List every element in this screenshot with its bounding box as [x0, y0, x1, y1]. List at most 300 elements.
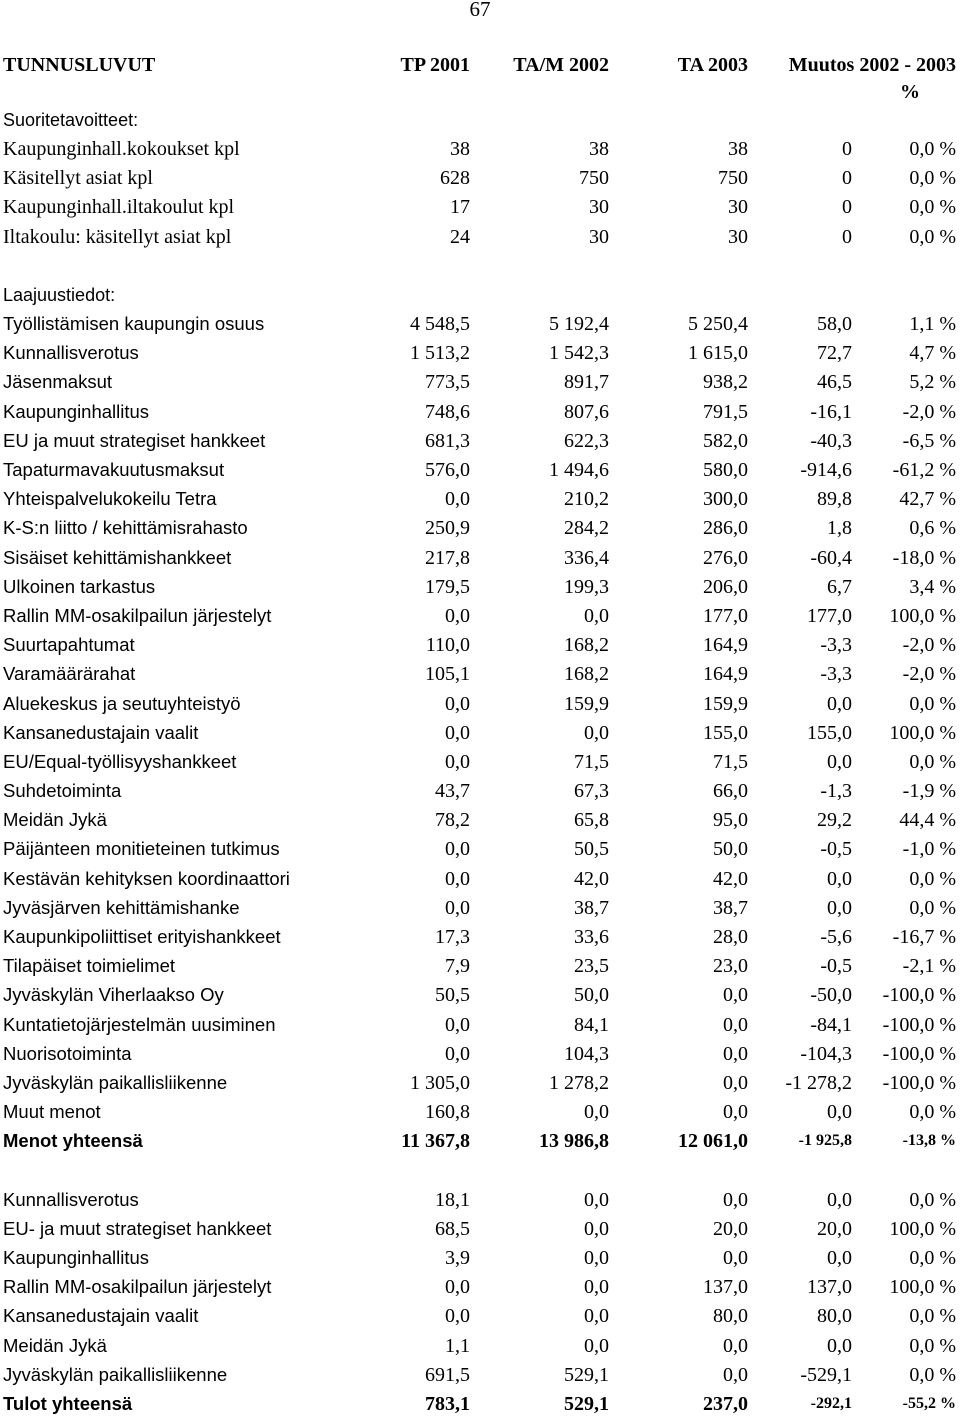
value-tam2002: 0,0: [584, 1188, 609, 1211]
value-ta2003: 206,0: [703, 575, 748, 598]
value-ta2003: 23,0: [713, 955, 748, 978]
row-label: Meidän Jykä: [3, 1334, 107, 1356]
value-ta2003: 750: [718, 167, 748, 190]
total-row-menot: [3, 1127, 956, 1156]
value-tam2002: 104,3: [564, 1042, 609, 1065]
value-tp2001: 0,0: [445, 1042, 470, 1065]
table-row: [3, 1244, 956, 1273]
value-ta2003: 80,0: [713, 1305, 748, 1328]
value-tam2002: 284,2: [564, 517, 609, 540]
value-change-pct: -61,2 %: [892, 459, 956, 482]
value-ta2003: 1 615,0: [688, 342, 748, 365]
value-tam2002: 210,2: [564, 488, 609, 511]
value-change-abs: -914,6: [800, 459, 852, 482]
table-row: [3, 981, 956, 1010]
row-label: Kunnallisverotus: [3, 342, 139, 364]
value-ta2003: 0,0: [723, 1013, 748, 1036]
value-tp2001: 628: [440, 167, 470, 190]
value-change-pct: -13,8 %: [902, 1132, 956, 1150]
value-tp2001: 0,0: [445, 896, 470, 919]
table-row: [3, 922, 956, 951]
value-ta2003: 0,0: [723, 1247, 748, 1270]
value-tp2001: 0,0: [445, 838, 470, 861]
row-label: K-S:n liitto / kehittämisrahasto: [3, 517, 248, 539]
value-change-abs: 89,8: [817, 488, 852, 511]
value-change-pct: 100,0 %: [889, 1276, 956, 1299]
col-header-tam2002: TA/M 2002: [513, 53, 609, 76]
table-row: [3, 1039, 956, 1068]
value-ta2003: 159,9: [703, 692, 748, 715]
table-row: [3, 485, 956, 514]
value-change-abs: -104,3: [800, 1042, 852, 1065]
value-ta2003: 0,0: [723, 1101, 748, 1124]
value-tam2002: 13 986,8: [539, 1130, 609, 1153]
value-tp2001: 250,9: [425, 517, 470, 540]
value-tam2002: 1 542,3: [549, 342, 609, 365]
value-change-pct: 0,0 %: [909, 867, 956, 890]
value-tp2001: 24: [450, 225, 470, 248]
value-change-abs: 0,0: [827, 1188, 852, 1211]
row-label: Aluekeskus ja seutuyhteistyö: [3, 692, 241, 714]
section-title-laajuus-row: [3, 280, 956, 309]
row-label: Varamäärärahat: [3, 663, 136, 685]
value-tp2001: 691,5: [425, 1363, 470, 1386]
row-label: Tilapäiset toimielimet: [3, 955, 176, 977]
value-tam2002: 622,3: [564, 429, 609, 452]
table-row: [3, 164, 956, 193]
row-label: Iltakoulu: käsitellyt asiat kpl: [3, 225, 232, 248]
value-ta2003: 0,0: [723, 1042, 748, 1065]
value-change-pct: 0,0 %: [909, 196, 956, 219]
value-tam2002: 1 494,6: [549, 459, 609, 482]
value-tp2001: 68,5: [435, 1217, 470, 1240]
value-ta2003: 30: [728, 225, 748, 248]
value-change-abs: -84,1: [810, 1013, 852, 1036]
value-change-abs: -1 278,2: [785, 1071, 852, 1094]
value-change-abs: 0,0: [827, 1334, 852, 1357]
value-ta2003: 0,0: [723, 1071, 748, 1094]
value-tp2001: 43,7: [435, 780, 470, 803]
value-change-pct: 0,0 %: [909, 750, 956, 773]
table-header-unit-row: [3, 79, 956, 105]
table-row: [3, 660, 956, 689]
value-tam2002: 50,0: [574, 984, 609, 1007]
value-change-pct: 42,7 %: [899, 488, 956, 511]
row-label: Tapaturmavakuutusmaksut: [3, 459, 225, 481]
value-tp2001: 0,0: [445, 867, 470, 890]
value-change-abs: 0,0: [827, 692, 852, 715]
table-row: [3, 1214, 956, 1243]
table-row: [3, 514, 956, 543]
table-row: [3, 426, 956, 455]
col-header-change: Muutos 2002 - 2003: [788, 53, 956, 76]
value-change-abs: 137,0: [807, 1276, 852, 1299]
value-change-pct: 3,4 %: [909, 575, 956, 598]
value-tp2001: 160,8: [425, 1101, 470, 1124]
value-change-pct: 0,0 %: [909, 1188, 956, 1211]
value-ta2003: 42,0: [713, 867, 748, 890]
row-label: Jyväskylän paikallisliikenne: [3, 1363, 228, 1385]
value-ta2003: 177,0: [703, 604, 748, 627]
value-change-abs: 6,7: [827, 575, 852, 598]
value-tam2002: 199,3: [564, 575, 609, 598]
table-row: [3, 1068, 956, 1097]
value-tp2001: 576,0: [425, 459, 470, 482]
value-tp2001: 783,1: [425, 1393, 470, 1416]
value-change-pct: 0,0 %: [909, 1363, 956, 1386]
table-row: [3, 601, 956, 630]
table-row: [3, 1273, 956, 1302]
row-label: Meidän Jykä: [3, 809, 107, 831]
section-title-laajuus: Laajuustiedot:: [3, 284, 116, 305]
value-ta2003: 95,0: [713, 809, 748, 832]
value-change-abs: 0,0: [827, 750, 852, 773]
row-label: Menot yhteensä: [3, 1130, 143, 1152]
value-change-abs: -50,0: [810, 984, 852, 1007]
value-ta2003: 791,5: [703, 400, 748, 423]
value-tp2001: 17: [450, 196, 470, 219]
value-ta2003: 38: [728, 137, 748, 160]
value-tam2002: 0,0: [584, 1101, 609, 1124]
value-change-pct: -1,0 %: [902, 838, 956, 861]
row-label: Jyväsjärven kehittämishanke: [3, 896, 240, 918]
value-change-abs: 72,7: [817, 342, 852, 365]
value-change-pct: -18,0 %: [892, 546, 956, 569]
table-row: [3, 1098, 956, 1127]
value-change-abs: 0,0: [827, 1101, 852, 1124]
value-change-abs: 155,0: [807, 721, 852, 744]
value-change-abs: 46,5: [817, 371, 852, 394]
value-tam2002: 50,5: [574, 838, 609, 861]
value-change-abs: -1,3: [820, 780, 852, 803]
value-change-pct: 0,0 %: [909, 692, 956, 715]
row-label: EU- ja muut strategiset hankkeet: [3, 1217, 272, 1239]
value-change-pct: 4,7 %: [909, 342, 956, 365]
value-change-pct: -2,0 %: [902, 634, 956, 657]
value-change-pct: 100,0 %: [889, 604, 956, 627]
value-ta2003: 938,2: [703, 371, 748, 394]
col-header-ta2003: TA 2003: [677, 53, 748, 76]
table-row: [3, 1331, 956, 1360]
row-label: Kaupunginhall.iltakoulut kpl: [3, 196, 235, 219]
value-tam2002: 529,1: [564, 1393, 609, 1416]
row-label: Muut menot: [3, 1101, 101, 1123]
value-tam2002: 0,0: [584, 1276, 609, 1299]
value-change-abs: -3,3: [820, 634, 852, 657]
value-ta2003: 30: [728, 196, 748, 219]
value-ta2003: 300,0: [703, 488, 748, 511]
value-tp2001: 0,0: [445, 1276, 470, 1299]
value-tam2002: 71,5: [574, 750, 609, 773]
value-change-pct: 1,1 %: [909, 313, 956, 336]
value-ta2003: 0,0: [723, 1188, 748, 1211]
key-figures-table: [3, 50, 956, 1419]
value-change-abs: 29,2: [817, 809, 852, 832]
value-ta2003: 155,0: [703, 721, 748, 744]
value-change-abs: 20,0: [817, 1217, 852, 1240]
value-change-abs: -292,1: [810, 1395, 852, 1413]
value-change-abs: -16,1: [810, 400, 852, 423]
table-row: [3, 339, 956, 368]
table-row: [3, 1360, 956, 1389]
value-change-abs: -3,3: [820, 663, 852, 686]
value-tp2001: 0,0: [445, 604, 470, 627]
value-change-abs: 1,8: [827, 517, 852, 540]
page-number: 67: [469, 0, 491, 21]
value-tam2002: 891,7: [564, 371, 609, 394]
value-tam2002: 38,7: [574, 896, 609, 919]
table-row: [3, 1010, 956, 1039]
value-change-pct: -2,0 %: [902, 663, 956, 686]
row-label: Rallin MM-osakilpailun järjestelyt: [3, 604, 272, 626]
value-tam2002: 0,0: [584, 604, 609, 627]
value-tp2001: 681,3: [425, 429, 470, 452]
value-change-abs: -0,5: [820, 955, 852, 978]
table-row: [3, 777, 956, 806]
row-label: EU ja muut strategiset hankkeet: [3, 429, 266, 451]
value-change-abs: -1 925,8: [798, 1132, 852, 1150]
row-label: Nuorisotoiminta: [3, 1042, 132, 1064]
value-ta2003: 71,5: [713, 750, 748, 773]
table-row: [3, 397, 956, 426]
row-label: Kansanedustajain vaalit: [3, 1305, 199, 1327]
value-change-abs: 0: [842, 196, 852, 219]
value-change-pct: 0,0 %: [909, 1334, 956, 1357]
value-ta2003: 0,0: [723, 1334, 748, 1357]
value-tam2002: 0,0: [584, 1334, 609, 1357]
value-change-abs: -529,1: [800, 1363, 852, 1386]
table-row: [3, 368, 956, 397]
value-change-pct: -2,0 %: [902, 400, 956, 423]
value-change-abs: -5,6: [820, 926, 852, 949]
table-row: [3, 718, 956, 747]
value-ta2003: 50,0: [713, 838, 748, 861]
table-row: [3, 1185, 956, 1214]
value-tam2002: 23,5: [574, 955, 609, 978]
row-label: Kunnallisverotus: [3, 1188, 139, 1210]
value-change-abs: 0: [842, 225, 852, 248]
row-label: Kuntatietojärjestelmän uusiminen: [3, 1013, 276, 1035]
table-row: [3, 689, 956, 718]
value-change-abs: 0,0: [827, 896, 852, 919]
value-tam2002: 42,0: [574, 867, 609, 890]
value-ta2003: 582,0: [703, 429, 748, 452]
row-label: Rallin MM-osakilpailun järjestelyt: [3, 1276, 272, 1298]
row-label: Jyväskylän Viherlaakso Oy: [3, 984, 224, 1006]
spacer-row: [3, 1156, 956, 1185]
value-change-pct: -1,9 %: [902, 780, 956, 803]
section-suorite-title-row: [3, 105, 956, 134]
value-tam2002: 67,3: [574, 780, 609, 803]
value-tam2002: 65,8: [574, 809, 609, 832]
value-tam2002: 807,6: [564, 400, 609, 423]
value-tp2001: 4 548,5: [410, 313, 470, 336]
row-label: Tulot yhteensä: [3, 1393, 133, 1415]
value-tp2001: 0,0: [445, 721, 470, 744]
value-ta2003: 0,0: [723, 1363, 748, 1386]
row-label: Kestävän kehityksen koordinaattori: [3, 867, 290, 889]
table-row: [3, 455, 956, 484]
table-row: [3, 572, 956, 601]
table-row: [3, 1302, 956, 1331]
value-change-pct: 44,4 %: [899, 809, 956, 832]
row-label: Ulkoinen tarkastus: [3, 575, 156, 597]
row-label: Kaupunginhallitus: [3, 1247, 150, 1269]
table-row: [3, 893, 956, 922]
table-header-row: [3, 50, 956, 79]
row-label: Jäsenmaksut: [3, 371, 112, 393]
value-ta2003: 580,0: [703, 459, 748, 482]
value-tp2001: 0,0: [445, 692, 470, 715]
row-label: Yhteispalvelukokeilu Tetra: [3, 488, 217, 510]
value-tp2001: 17,3: [435, 926, 470, 949]
value-tam2002: 1 278,2: [549, 1071, 609, 1094]
value-tp2001: 38: [450, 137, 470, 160]
row-label: Sisäiset kehittämishankkeet: [3, 546, 232, 568]
value-change-abs: 0,0: [827, 1247, 852, 1270]
value-change-pct: 100,0 %: [889, 721, 956, 744]
value-tam2002: 168,2: [564, 663, 609, 686]
value-tp2001: 50,5: [435, 984, 470, 1007]
value-tam2002: 159,9: [564, 692, 609, 715]
value-change-abs: 177,0: [807, 604, 852, 627]
table-row: [3, 193, 956, 222]
value-tam2002: 38: [589, 137, 609, 160]
value-change-abs: 0: [842, 167, 852, 190]
value-ta2003: 164,9: [703, 663, 748, 686]
value-change-pct: 0,0 %: [909, 167, 956, 190]
row-label: Kaupunginhall.kokoukset kpl: [3, 137, 240, 160]
total-row-tulot: [3, 1389, 956, 1418]
value-change-abs: 0,0: [827, 867, 852, 890]
value-change-abs: 58,0: [817, 313, 852, 336]
value-ta2003: 28,0: [713, 926, 748, 949]
value-ta2003: 164,9: [703, 634, 748, 657]
row-label: Käsitellyt asiat kpl: [3, 167, 153, 190]
row-label: Jyväskylän paikallisliikenne: [3, 1071, 228, 1093]
value-tp2001: 748,6: [425, 400, 470, 423]
table-row: [3, 134, 956, 163]
value-tam2002: 30: [589, 196, 609, 219]
table-row: [3, 631, 956, 660]
value-ta2003: 237,0: [703, 1393, 748, 1416]
table-title: TUNNUSLUVUT: [3, 53, 156, 76]
value-tp2001: 0,0: [445, 750, 470, 773]
row-label: Päijänteen monitieteinen tutkimus: [3, 838, 280, 860]
table-row: [3, 835, 956, 864]
value-change-pct: 0,6 %: [909, 517, 956, 540]
value-tp2001: 217,8: [425, 546, 470, 569]
value-change-pct: -100,0 %: [882, 1013, 956, 1036]
value-ta2003: 20,0: [713, 1217, 748, 1240]
value-ta2003: 286,0: [703, 517, 748, 540]
value-change-pct: 0,0 %: [909, 137, 956, 160]
table-row: [3, 543, 956, 572]
value-tam2002: 30: [589, 225, 609, 248]
value-tp2001: 110,0: [425, 634, 470, 657]
value-tp2001: 7,9: [445, 955, 470, 978]
col-header-tp2001: TP 2001: [400, 53, 470, 76]
table-row: [3, 952, 956, 981]
table-row: [3, 310, 956, 339]
value-tp2001: 1,1: [445, 1334, 470, 1357]
value-change-abs: 80,0: [817, 1305, 852, 1328]
value-tam2002: 168,2: [564, 634, 609, 657]
value-tp2001: 1 513,2: [410, 342, 470, 365]
value-change-abs: 0: [842, 137, 852, 160]
value-ta2003: 38,7: [713, 896, 748, 919]
spacer-row: [3, 251, 956, 280]
value-tp2001: 1 305,0: [410, 1071, 470, 1094]
row-label: Suhdetoiminta: [3, 780, 122, 802]
value-change-pct: 100,0 %: [889, 1217, 956, 1240]
value-tp2001: 78,2: [435, 809, 470, 832]
section-title-suorite: Suoritetavoitteet:: [3, 109, 139, 130]
value-change-abs: -40,3: [810, 429, 852, 452]
value-tp2001: 18,1: [435, 1188, 470, 1211]
value-tp2001: 105,1: [425, 663, 470, 686]
value-ta2003: 0,0: [723, 984, 748, 1007]
value-change-pct: -6,5 %: [902, 429, 956, 452]
value-tam2002: 0,0: [584, 1217, 609, 1240]
value-ta2003: 66,0: [713, 780, 748, 803]
value-tp2001: 773,5: [425, 371, 470, 394]
row-label: Suurtapahtumat: [3, 634, 135, 656]
value-change-pct: 0,0 %: [909, 225, 956, 248]
value-change-pct: -55,2 %: [902, 1395, 956, 1413]
value-change-pct: 5,2 %: [909, 371, 956, 394]
value-ta2003: 276,0: [703, 546, 748, 569]
value-tam2002: 0,0: [584, 1247, 609, 1270]
table-row: [3, 864, 956, 893]
value-change-pct: 0,0 %: [909, 1247, 956, 1270]
value-tp2001: 0,0: [445, 1305, 470, 1328]
value-ta2003: 12 061,0: [678, 1130, 748, 1153]
value-tam2002: 0,0: [584, 721, 609, 744]
table-row: [3, 747, 956, 776]
table-row: [3, 222, 956, 251]
value-change-pct: -100,0 %: [882, 984, 956, 1007]
value-tam2002: 0,0: [584, 1305, 609, 1328]
row-label: Kansanedustajain vaalit: [3, 721, 199, 743]
row-label: Työllistämisen kaupungin osuus: [3, 313, 265, 335]
value-tam2002: 336,4: [564, 546, 609, 569]
value-change-pct: -16,7 %: [892, 926, 956, 949]
value-ta2003: 137,0: [703, 1276, 748, 1299]
value-tam2002: 84,1: [574, 1013, 609, 1036]
row-label: Kaupunkipoliittiset erityishankkeet: [3, 926, 281, 948]
value-change-pct: 0,0 %: [909, 896, 956, 919]
row-label: Kaupunginhallitus: [3, 400, 150, 422]
value-tp2001: 3,9: [445, 1247, 470, 1270]
value-tam2002: 33,6: [574, 926, 609, 949]
value-change-pct: 0,0 %: [909, 1101, 956, 1124]
value-tam2002: 5 192,4: [549, 313, 609, 336]
value-change-pct: -2,1 %: [902, 955, 956, 978]
value-tp2001: 11 367,8: [401, 1130, 470, 1153]
table-row: [3, 806, 956, 835]
col-header-change-unit: %: [900, 81, 920, 104]
value-change-abs: -60,4: [810, 546, 852, 569]
value-change-abs: -0,5: [820, 838, 852, 861]
value-change-pct: 0,0 %: [909, 1305, 956, 1328]
value-tam2002: 529,1: [564, 1363, 609, 1386]
value-ta2003: 5 250,4: [688, 313, 748, 336]
value-change-pct: -100,0 %: [882, 1042, 956, 1065]
value-tam2002: 750: [579, 167, 609, 190]
value-tp2001: 179,5: [425, 575, 470, 598]
value-change-pct: -100,0 %: [882, 1071, 956, 1094]
